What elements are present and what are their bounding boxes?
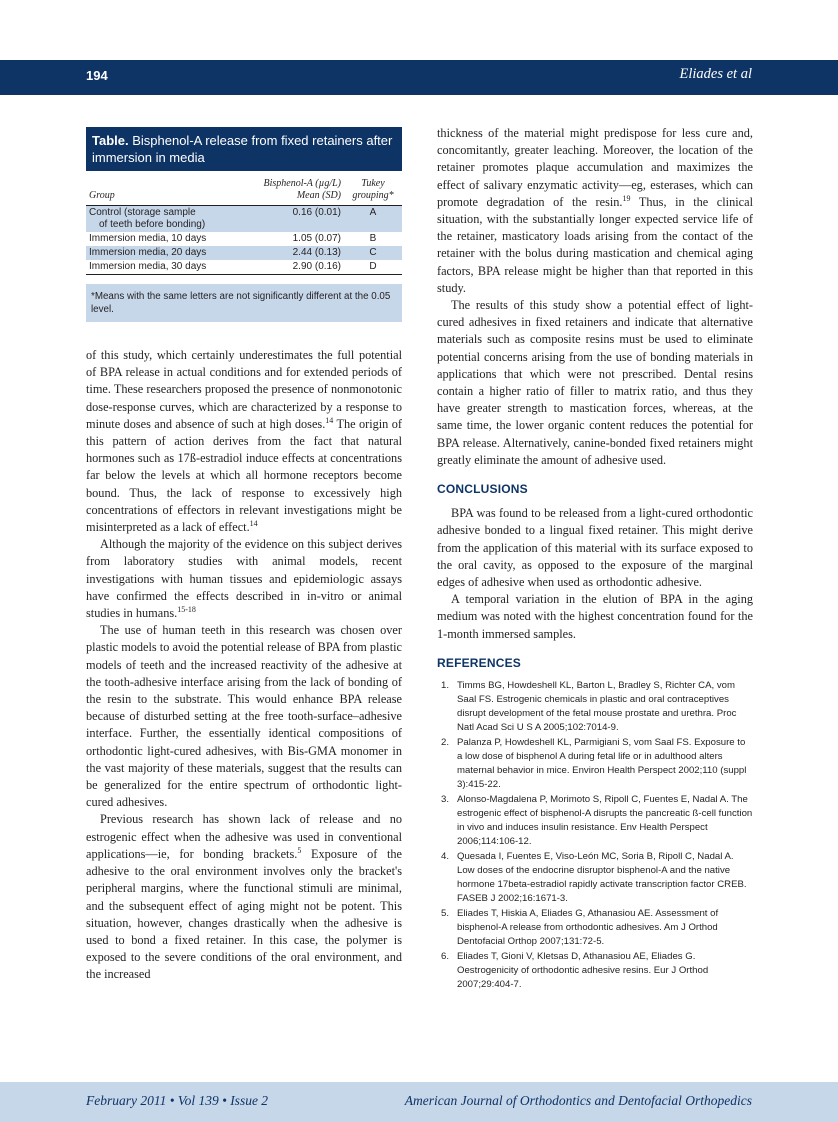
table-row: Immersion media, 10 days 1.05 (0.07) B bbox=[89, 233, 377, 244]
table-grid bbox=[86, 171, 402, 275]
running-header bbox=[0, 60, 838, 95]
reference-item: 4. Quesada I, Fuentes E, Viso-León MC, Soria B, Ripoll C, Nadal A. Low doses of the endocrine disruptor bisphenol-A and the native hormone 17beta-estradiol rapidly activate transcription factor CREB. FASEB J 2002;16:1671-3. bbox=[441, 851, 747, 905]
table-row: Immersion media, 30 days 2.90 (0.16) D bbox=[86, 260, 402, 275]
col-bpa-header: Bisphenol-A (µg/L) Mean (SD) bbox=[242, 171, 344, 206]
col-group-header: Group bbox=[86, 171, 242, 206]
col-tukey-header: Tukey grouping* bbox=[344, 171, 402, 206]
body-paragraph: BPA was found to be released from a light-cured orthodontic adhesive bonded to a lingual fixed retainer. This might derive from the application of this material with its surface exposed to the oral cavity, as opposed to the exposure of the marginal edges of adhesive when used as orthodontic adhesive. bbox=[437, 506, 753, 590]
running-footer bbox=[0, 1082, 838, 1122]
issue-info: February 2011 • Vol 139 • Issue 2 bbox=[86, 1093, 269, 1108]
journal-name: American Journal of Orthodontics and Dentofacial Orthopedics bbox=[404, 1093, 752, 1108]
reference-item: 5. Eliades T, Hiskia A, Eliades G, Athanasiou AE. Assessment of bisphenol-A release from orthodontic adhesives. Am J Orthod Dentofacial Orthop 2007;131:72-5. bbox=[441, 908, 719, 948]
conclusions-heading: CONCLUSIONS bbox=[437, 482, 528, 497]
results-table bbox=[86, 127, 402, 322]
body-paragraph: A temporal variation in the elution of BPA in the aging medium was noted with the highest concentration found for the 1-month immersed samples. bbox=[437, 592, 753, 641]
table-footnote: *Means with the same letters are not significantly different at the 0.05 level. bbox=[86, 284, 402, 322]
body-paragraph: thickness of the material might predispose for less cure and, concomitantly, greater leaching. Moreover, the location of the retainer promotes plaque accumulation and maximizes the effect of salivary enzymatic activity—eg, esterases, which can promote degradation of the resin.$^{19}$ Thus, in the clinical situation, with the substantially longer expected service life of the retainer, masticatory loads arising from the contact of the retainer with the bolus during mastication and chemical aging factors, BPA release might be higher than that reported in this study. bbox=[437, 126, 753, 295]
reference-item: 6. Eliades T, Gioni V, Kletsas D, Athanasiou AE, Eliades G. Oestrogenicity of orthodontic adhesive resins. Eur J Orthod 2007;29:404-7. bbox=[441, 951, 709, 991]
table-row: Immersion media, 20 days 2.44 (0.13) C bbox=[86, 246, 402, 260]
body-paragraph: of this study, which certainly underestimates the full potential of BPA release in actual conditions and for extended periods of time. These researchers proposed the presence of nonmonotonic dose-response curves, which are characterized by a response to minute doses and absence of such at high doses.$^{14}$ The origin of this pattern of action derives from the fact that natural hormones such as 17ß-estradiol induce effects at concentrations far below the levels at which all hormone receptors become bound. Thus, the lack of response to excessively high concentrations of effectors in relevant investigations might be misinterpreted as a lack of effect.$^{14}$ bbox=[86, 348, 402, 535]
body-paragraph: The results of this study show a potential effect of light-cured adhesives in fixed retainers and indicate that alternative materials such as composite resins must be used to eliminate potential concerns arising from the use of bonding materials in applications that which were not prescribed. Dental resins contain a higher ratio of filler to matrix ratio, and thus they have greater strength to mastication forces, whereas, at the same time, the lower organic content reduces the potential for BPA release. Alternatively, canine-bonded fixed retainers might greatly eliminate the amount of adhesive used. bbox=[437, 298, 753, 467]
table-caption: Table. Bisphenol-A release from fixed retainers after immersion in media bbox=[86, 127, 402, 171]
reference-list bbox=[437, 679, 753, 992]
reference-item: 1. Timms BG, Howdeshell KL, Barton L, Bradley S, Richter CA, vom Saal FS. Estrogenic chemicals in plastic and oral contraceptives disrupt development of the fetal mouse prostate and urethra. Proc Natl Acad Sci U S A 2005;102:7014-9. bbox=[441, 680, 737, 734]
left-column bbox=[86, 347, 402, 984]
reference-item: 2. Palanza P, Howdeshell KL, Parmigiani S, vom Saal FS. Exposure to a low dose of bisphenol A during fetal life or in adulthood alters maternal behavior in mice. Environ Health Perspect 2002;110 (suppl 3):415-22. bbox=[441, 737, 747, 791]
table-row: Control (storage sample of teeth before bonding) 0.16 (0.01) A bbox=[86, 206, 402, 233]
body-paragraph: The use of human teeth in this research was chosen over plastic models to avoid the potential release of BPA from plastic models of teeth and the increased reactivity of the adhesive at the tooth-adhesive interface arising from the lack of bonding of the resin to the substrate. This would enhance BPA release because of disturbed setting at the free tooth-surface–adhesive interface. Further, the essentially identical compositions of orthodontic light-cured adhesives, with Bis-GMA monomer in the vast majority of these materials, suggest that the results can be generalized for the entire spectrum of orthodontic light-cured adhesives. bbox=[86, 623, 402, 810]
running-authors: Eliades et al bbox=[679, 66, 752, 82]
table-header-row bbox=[86, 171, 402, 206]
references-heading: REFERENCES bbox=[437, 655, 522, 670]
reference-item: 3. Alonso-Magdalena P, Morimoto S, Ripoll C, Fuentes E, Nadal A. The estrogenic effect of bisphenol-A disrupts the pancreatic ß-cell function in vivo and induces insulin resistance. Env Health Perspect 2006;114:106-12. bbox=[441, 794, 753, 848]
right-column bbox=[437, 125, 753, 993]
body-paragraph: Although the majority of the evidence on this subject derives from laboratory studies with animal models, recent investigations with human tissues and epidemiologic assays have confirmed the effects described in in-vitro or animal studies in humans.$^{15-18}$ bbox=[86, 537, 402, 621]
body-paragraph: Previous research has shown lack of release and no estrogenic effect when the adhesive was used in conventional applications—ie, for bonding brackets.$^5$ Exposure of the adhesive to the oral environment involves only the bracket's peripheral margins, where the functional stimuli are minimal, and the subsequent effect of aging might not be potent. This situation, however, changes drastically when the adhesive is used to bond a fixed retainer. In this case, the polymer is exposed to the severe conditions of the oral environment, and the increased bbox=[86, 812, 403, 982]
page-number: 194 bbox=[86, 68, 108, 83]
